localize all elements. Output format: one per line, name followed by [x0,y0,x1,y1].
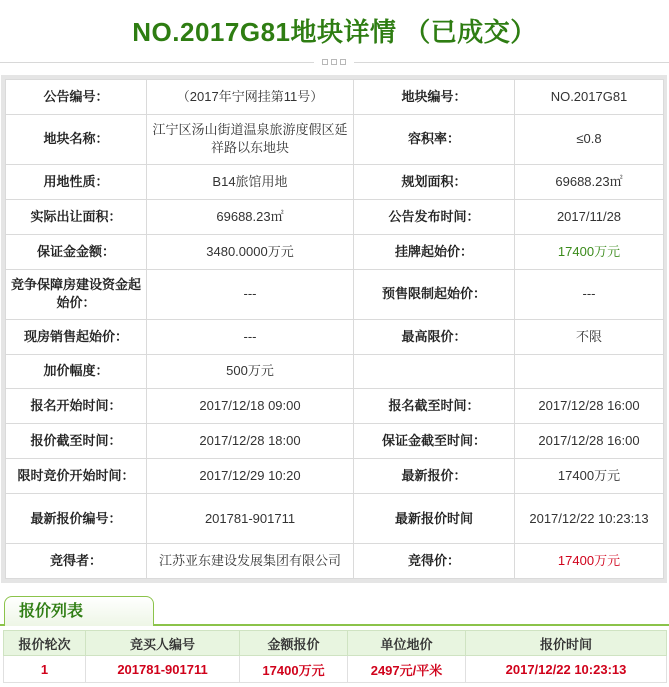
bid-list-row [4,656,667,683]
detail-label: 竞争保障房建设资金起始价： [6,269,147,319]
detail-value: --- [515,269,664,319]
detail-table [5,79,664,579]
detail-value: 2017/12/28 18:00 [147,424,354,459]
detail-label: 公告发布时间： [354,199,515,234]
detail-row [6,354,664,389]
detail-label: 实际出让面积： [6,199,147,234]
bid-list-table [3,630,667,683]
detail-label: 竞得价： [354,544,515,579]
detail-label: 限时竞价开始时间： [6,459,147,494]
detail-label: 预售限制起始价： [354,269,515,319]
detail-value: 不限 [515,319,664,354]
detail-label: 最新报价： [354,459,515,494]
detail-value: 2017/12/18 09:00 [147,389,354,424]
detail-value: 3480.0000万元 [147,234,354,269]
detail-label: 保证金截至时间： [354,424,515,459]
detail-label: 竞得者： [6,544,147,579]
detail-value: 201781-901711 [147,493,354,543]
bid-list-cell: 1 [4,656,86,683]
detail-value: 17400万元 [515,234,664,269]
detail-label: 保证金金额： [6,234,147,269]
detail-row [6,199,664,234]
bid-list-cell: 2017/12/22 10:23:13 [466,656,667,683]
detail-row [6,164,664,199]
bid-list-cell: 2497元/平米 [348,656,466,683]
detail-label: 公告编号： [6,80,147,115]
detail-row [6,544,664,579]
detail-label: 容积率： [354,114,515,164]
bid-list-column-header: 报价轮次 [4,631,86,656]
detail-label: 最高限价： [354,319,515,354]
detail-value: 500万元 [147,354,354,389]
detail-panel [1,75,667,583]
detail-value: B14旅馆用地 [147,164,354,199]
detail-row [6,493,664,543]
detail-row [6,389,664,424]
detail-value: 江苏亚东建设发展集团有限公司 [147,544,354,579]
detail-value: （2017年宁网挂第11号） [147,80,354,115]
divider-ornament [314,56,354,68]
detail-label: 地块编号： [354,80,515,115]
detail-value: 69688.23㎡ [147,199,354,234]
detail-value: 69688.23㎡ [515,164,664,199]
bid-list-column-header: 单位地价 [348,631,466,656]
detail-label: 规划面积： [354,164,515,199]
detail-value: 2017/12/28 16:00 [515,389,664,424]
detail-value [515,354,664,389]
bid-list-column-header: 竞买人编号 [86,631,240,656]
detail-label: 最新报价编号： [6,493,147,543]
detail-row [6,234,664,269]
detail-label: 现房销售起始价： [6,319,147,354]
bid-list-cell: 201781-901711 [86,656,240,683]
detail-value: --- [147,269,354,319]
detail-value: 17400万元 [515,544,664,579]
detail-value [354,354,515,389]
detail-label: 加价幅度： [6,354,147,389]
detail-value: 江宁区汤山街道温泉旅游度假区延祥路以东地块 [147,114,354,164]
bid-list-column-header: 报价时间 [466,631,667,656]
tab-bid-list[interactable]: 报价列表 [4,596,154,626]
bid-list-header [4,631,667,656]
detail-row [6,80,664,115]
detail-label: 报价截至时间： [6,424,147,459]
detail-value: ≤0.8 [515,114,664,164]
detail-label: 最新报价时间 [354,493,515,543]
detail-label: 报名开始时间： [6,389,147,424]
detail-row [6,114,664,164]
bid-list-column-header: 金额报价 [240,631,348,656]
detail-value: 2017/12/22 10:23:13 [515,493,664,543]
bid-list-tabbar [0,596,669,626]
detail-label: 用地性质： [6,164,147,199]
detail-value: --- [147,319,354,354]
detail-value: 2017/12/28 16:00 [515,424,664,459]
detail-row [6,269,664,319]
detail-value: 2017/12/29 10:20 [147,459,354,494]
page-title: NO.2017G81地块详情 （已成交） [132,17,537,47]
detail-value: NO.2017G81 [515,80,664,115]
detail-row [6,459,664,494]
detail-label: 报名截至时间： [354,389,515,424]
detail-value: 17400万元 [515,459,664,494]
detail-label: 地块名称： [6,114,147,164]
detail-value: 2017/11/28 [515,199,664,234]
detail-row [6,424,664,459]
detail-label: 挂牌起始价： [354,234,515,269]
bid-list-cell: 17400万元 [240,656,348,683]
detail-row [6,319,664,354]
